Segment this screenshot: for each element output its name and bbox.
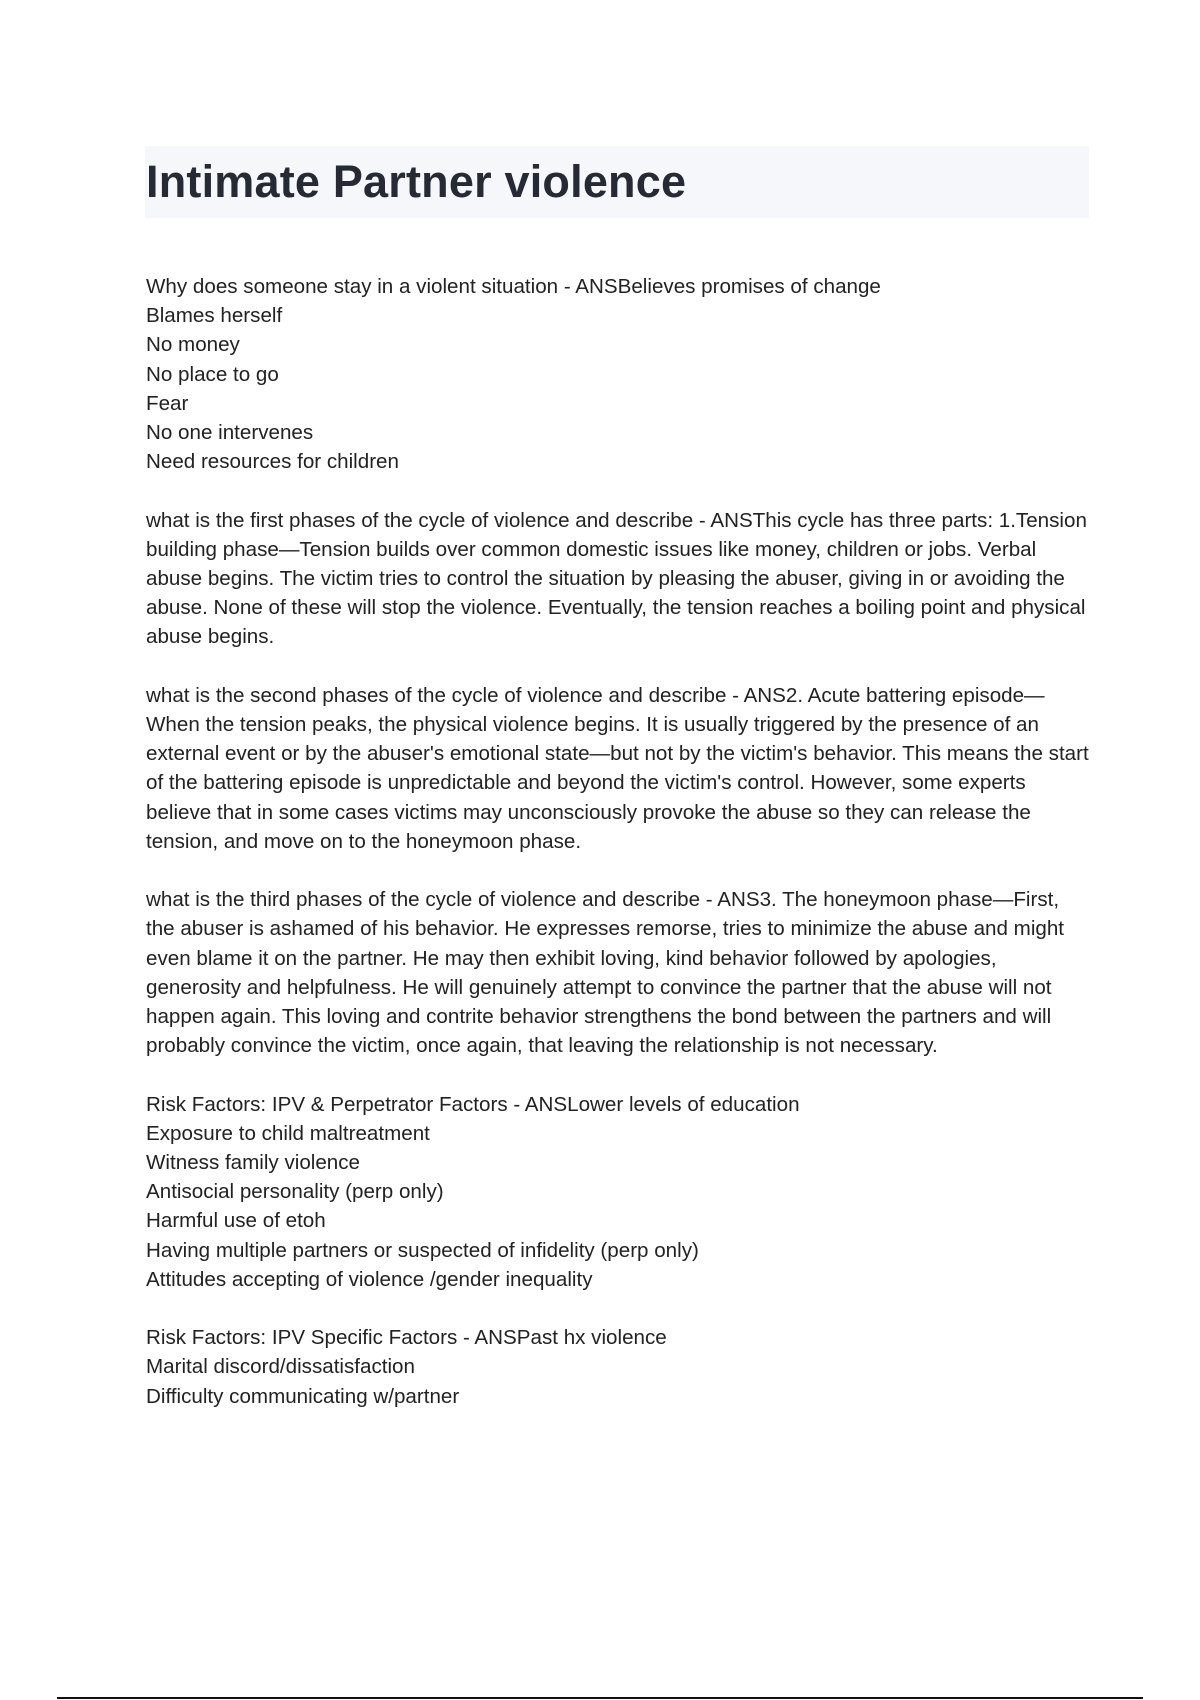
- text-line: Fear: [146, 391, 189, 415]
- text-line: No one intervenes: [146, 421, 314, 445]
- title-banner: [145, 146, 1089, 218]
- qa-block: [146, 506, 1091, 652]
- qa-block: [146, 885, 1091, 1060]
- text-line: Blames herself: [146, 304, 283, 328]
- text-paragraph: what is the third phases of the cycle of violence and describe - ANS3. The honeymoon phase—First, the abuser is ashamed of his behavior. He expresses remorse, tries to minimize the abuse and might even blame it on the partner. He may then exhibit loving, kind behavior followed by apologies, generosity and helpfulness. He will genuinely attempt to convince the partner that the abuse will not happen again. This loving and contrite behavior strengthens the bond between the partners and will probably convince the victim, once again, that leaving the relationship is not necessary.: [146, 888, 1065, 1058]
- text-line: No money: [146, 333, 240, 357]
- text-line: Having multiple partners or suspected of infidelity (perp only): [146, 1238, 699, 1262]
- qa-block: [146, 1323, 1091, 1411]
- qa-block: [146, 1090, 1091, 1294]
- text-paragraph: what is the second phases of the cycle of violence and describe - ANS2. Acute battering episode—When the tension peaks, the physical violence begins. It is usually triggered by the presence of an external event or by the abuser's emotional state—but not by the victim's behavior. This means the start of the battering episode is unpredictable and beyond the victim's control. However, some experts believe that in some cases victims may unconsciously provoke the abuse so they can release the tension, and move on to the honeymoon phase.: [146, 683, 1089, 853]
- footer-divider: [57, 1697, 1143, 1699]
- text-line: Risk Factors: IPV Specific Factors - ANSPast hx violence: [146, 1326, 667, 1350]
- text-line: Need resources for children: [146, 450, 399, 474]
- page-title: Intimate Partner violence: [146, 156, 687, 207]
- text-line: Why does someone stay in a violent situation - ANSBelieves promises of change: [146, 275, 881, 298]
- text-line: Attitudes accepting of violence /gender inequality: [146, 1267, 593, 1291]
- text-line: Exposure to child maltreatment: [146, 1121, 430, 1145]
- text-line: Witness family violence: [146, 1151, 361, 1175]
- text-line: Harmful use of etoh: [146, 1209, 326, 1233]
- text-line: No place to go: [146, 362, 279, 386]
- qa-block: [146, 681, 1091, 856]
- text-line: Marital discord/dissatisfaction: [146, 1355, 415, 1379]
- document-body: [146, 272, 1091, 1440]
- text-line: Antisocial personality (perp only): [146, 1180, 444, 1204]
- text-line: Difficulty communicating w/partner: [146, 1384, 460, 1408]
- text-line: Risk Factors: IPV & Perpetrator Factors - ANSLower levels of education: [146, 1092, 800, 1116]
- qa-block: [146, 272, 1091, 476]
- text-paragraph: what is the first phases of the cycle of violence and describe - ANSThis cycle has three parts: 1.Tension building phase—Tension builds over common domestic issues like money, children or jobs. Verbal abuse begins. The victim tries to control the situation by pleasing the abuser, giving in or avoiding the abuse. None of these will stop the violence. Eventually, the tension reaches a boiling point and physical abuse begins.: [146, 508, 1087, 649]
